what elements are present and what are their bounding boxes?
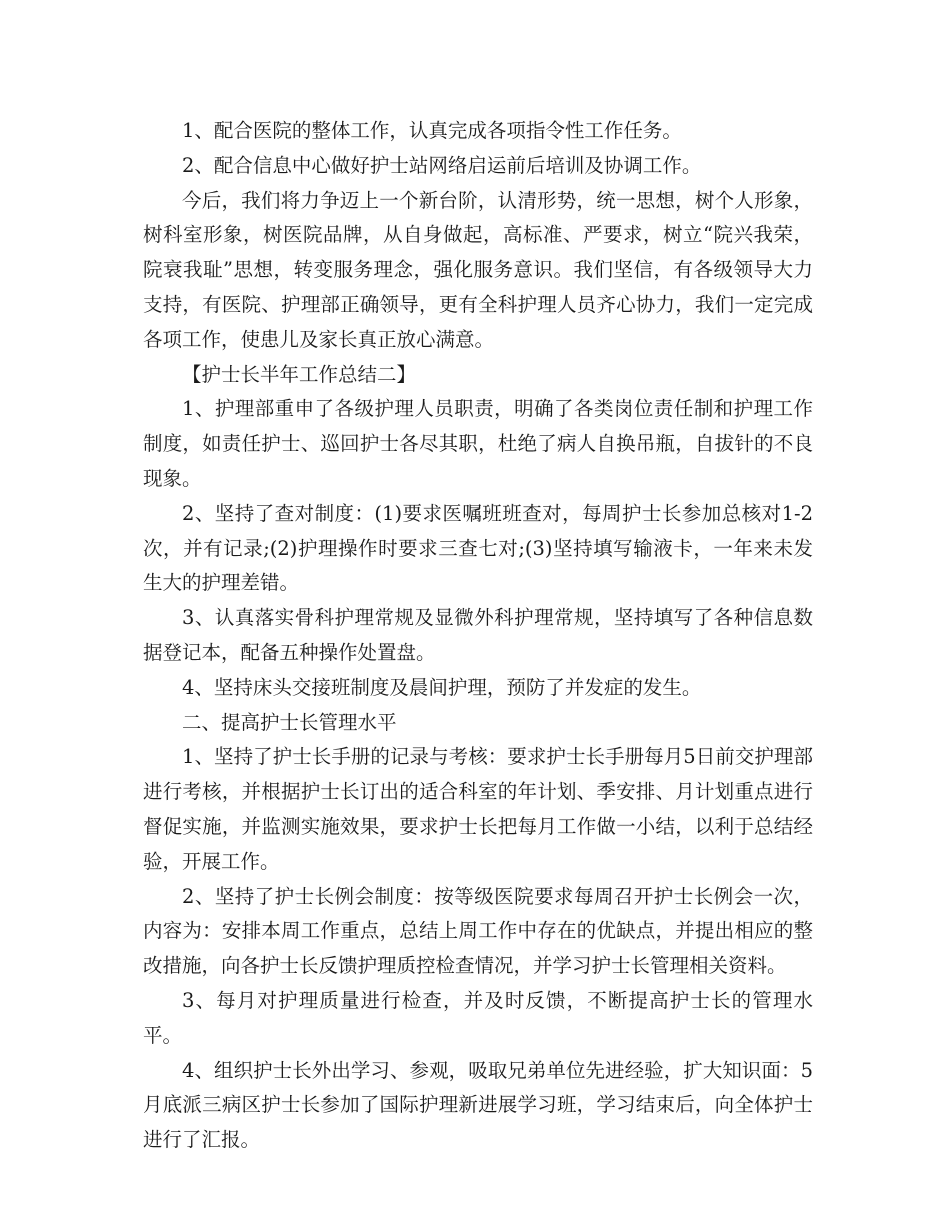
paragraph-cooperate-info-center: 2、配合信息中心做好护士站网络启运前后培训及协调工作。 bbox=[182, 153, 702, 177]
paragraph-external-study: 4、组织护士长外出学习、参观，吸取兄弟单位先进经验，扩大知识面：5月底派三病区护士长参加了国际护理新进展学习班，学习结束后，向全体护士进行了汇报。 bbox=[143, 1058, 813, 1152]
paragraph-future-plan: 今后，我们将力争迈上一个新台阶，认清形势，统一思想，树个人形象，树科室形象，树医院品牌，从自身做起，高标准、严要求，树立“院兴我荣，院衰我耻”思想，转变服务理念，强化服务意识。我们坚信，有各级领导大力支持，有医院、护理部正确领导，更有全科护理人员齐心协力，我们一定完成各项工作，使患儿及家长真正放心满意。 bbox=[143, 188, 813, 351]
paragraph-duties: 1、护理部重申了各级护理人员职责，明确了各类岗位责任制和护理工作制度，如责任护士、巡回护士各尽其职，杜绝了病人自换吊瓶，自拔针的不良现象。 bbox=[143, 397, 813, 490]
paragraph-shift-handover: 4、坚持床头交接班制度及晨间护理，预防了并发症的发生。 bbox=[182, 675, 702, 699]
document-body bbox=[143, 114, 813, 1158]
paragraph-head-nurse-handbook: 1、坚持了护士长手册的记录与考核：要求护士长手册每月5日前交护理部进行考核，并根据护士长订出的适合科室的年计划、季安排、月计划重点进行督促实施，并监测实施效果，要求护士长把每月工作做一小结，以利于总结经验，开展工作。 bbox=[143, 745, 813, 873]
paragraph-monthly-check: 3、每月对护理质量进行检查，并及时反馈，不断提高护士长的管理水平。 bbox=[143, 988, 813, 1047]
paragraph-check-system: 2、坚持了查对制度：(1)要求医嘱班班查对，每周护士长参加总核对1-2次，并有记录;(2)护理操作时要求三查七对;(3)坚持填写输液卡，一年来未发生大的护理差错。 bbox=[143, 501, 813, 595]
paragraph-weekly-meeting: 2、坚持了护士长例会制度：按等级医院要求每周召开护士长例会一次，内容为：安排本周工作重点，总结上周工作中存在的优缺点，并提出相应的整改措施，向各护士长反馈护理质控检查情况，并学习护士长管理相关资料。 bbox=[143, 884, 813, 978]
section-heading-summary-two: 【护士长半年工作总结二】 bbox=[182, 362, 417, 386]
paragraph-cooperate-hospital: 1、配合医院的整体工作，认真完成各项指令性工作任务。 bbox=[182, 119, 682, 142]
paragraph-orthopedic-routine: 3、认真落实骨科护理常规及显微外科护理常规，坚持填写了各种信息数据登记本，配备五种操作处置盘。 bbox=[143, 606, 813, 664]
section-heading-management: 二、提高护士长管理水平 bbox=[182, 710, 397, 734]
